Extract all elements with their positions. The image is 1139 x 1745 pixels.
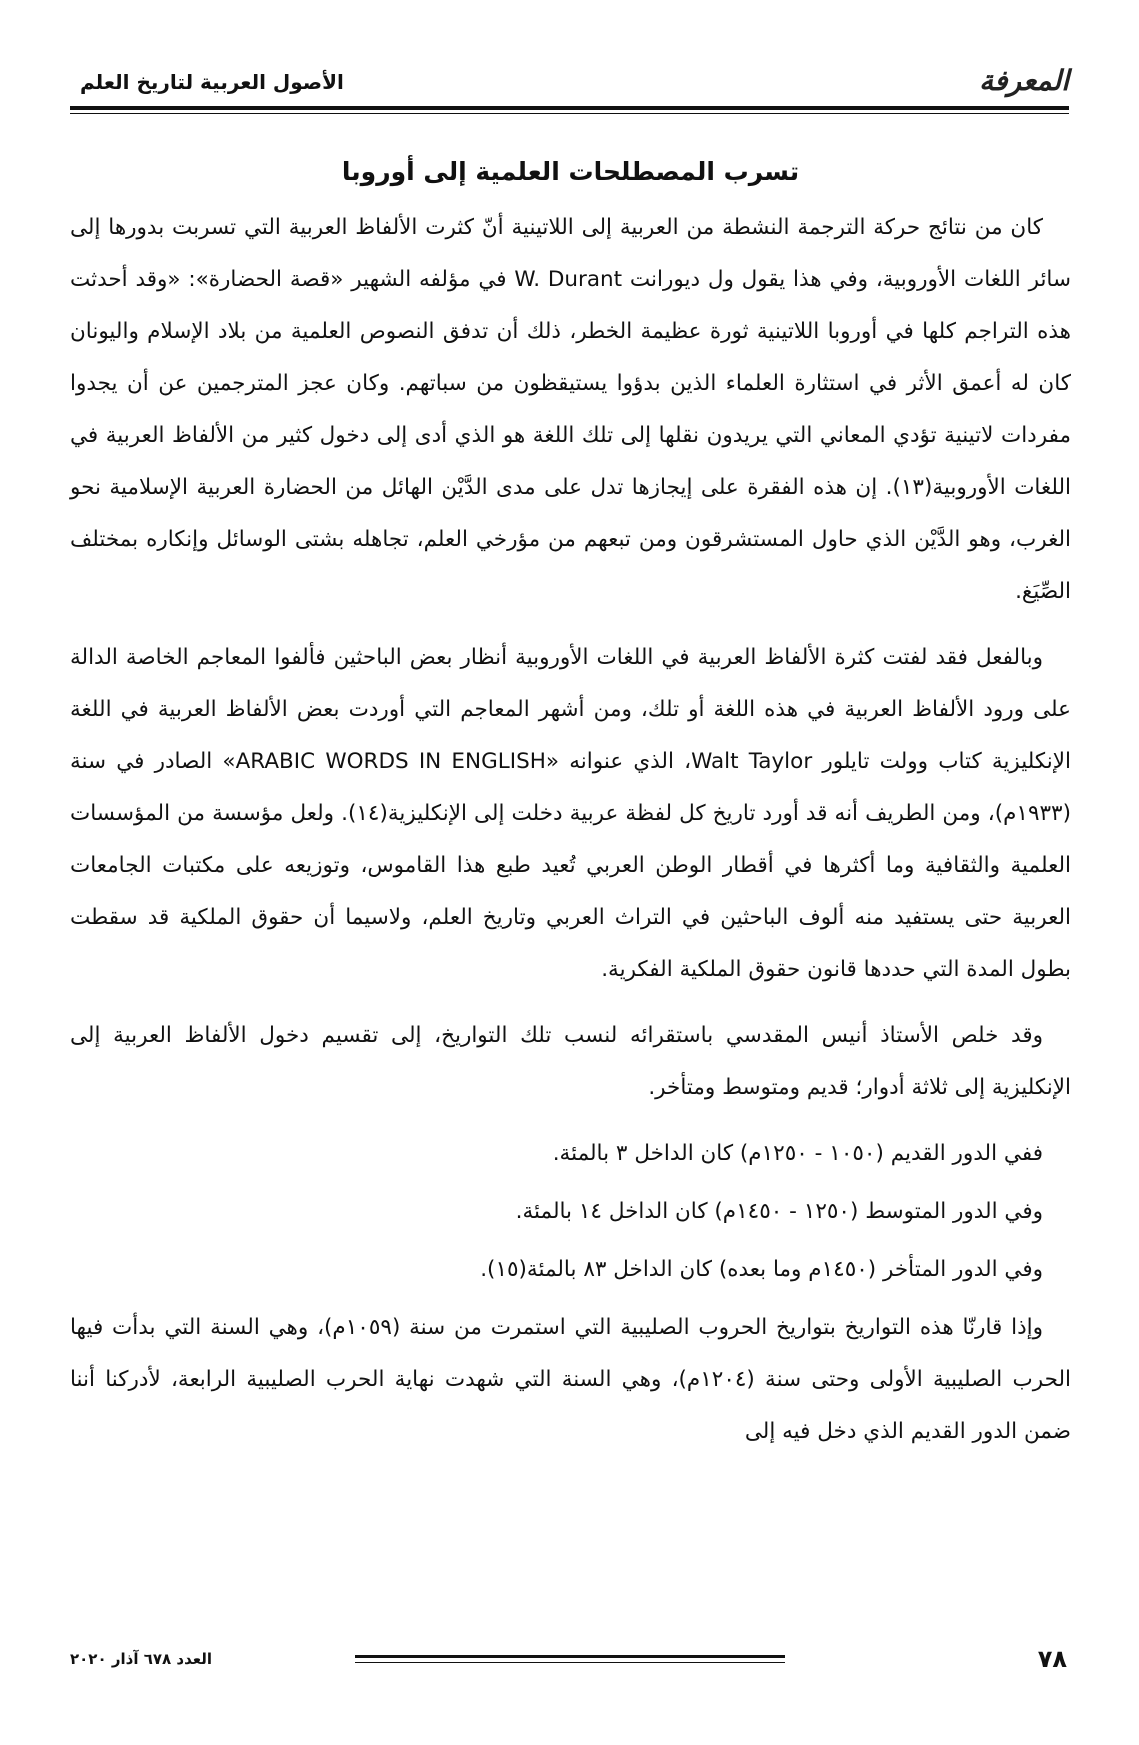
magazine-logo-area [979,64,1069,97]
page-header [70,60,1069,110]
page-number: ٧٨ [1037,1645,1067,1673]
footer-divider-thin [355,1662,785,1663]
paragraph-closing: وإذا قارنّا هذه التواريخ بتواريخ الحروب الصليبية التي استمرت من سنة (١٠٥٩م)، وهي السنة التي بدأت فيها الحرب الصليبية الأولى وحتى سنة (١٢٠٤م)، وهي السنة التي شهدت نهاية الحرب الصليبية الرابعة، لأدركنا أننا ضمن الدور القديم الذي دخل فيه إلى [70,1315,1071,1444]
paragraph-3: وقد خلص الأستاذ أنيس المقدسي باستقرائه لنسب تلك التواريخ، إلى تقسيم دخول الألفاظ العربية إلى الإنكليزية إلى ثلاثة أدوار؛ قديم ومتوسط ومتأخر. [70,1023,1071,1100]
running-title: الأصول العربية لتاريخ العلم [80,70,344,94]
paragraph-2: وبالفعل فقد لفتت كثرة الألفاظ العربية في اللغات الأوروبية أنظار بعض الباحثين فألفوا المعاجم الخاصة الدالة على ورود الألفاظ العربية في هذه اللغة أو تلك، ومن أشهر المعاجم التي أوردت بعض الألفاظ العربية في اللغة الإنكليزية كتاب وولت تايلور Walt Taylor، الذي عنوانه «ARABIC WORDS IN ENGLISH» الصادر في سنة (١٩٣٣م)، ومن الطريف أنه قد أورد تاريخ كل لفظة عربية دخلت إلى الإنكليزية(١٤). ولعل مؤسسة من المؤسسات العلمية والثقافية وما أكثرها في أقطار الوطن العربي تُعيد طبع هذا القاموس، وتوزيعه على مكتبات الجامعات العربية حتى يستفيد منه ألوف الباحثين في التراث العربي وتاريخ العلم، ولاسيما أن حقوق الملكية قد سقطت بطول المدة التي حددها قانون حقوق الملكية الفكرية. [70,645,1071,982]
period-early: ففي الدور القديم (١٠٥٠ - ١٢٥٠م) كان الداخل ٣ بالمئة. [552,1141,1043,1166]
article-body [70,150,1071,1472]
magazine-logo: المعرفة [979,64,1069,97]
paragraph-1: كان من نتائج حركة الترجمة النشطة من العربية إلى اللاتينية أنّ كثرت الألفاظ العربية التي تسربت بدورها إلى سائر اللغات الأوروبية، وفي هذا يقول ول ديورانت W. Durant في مؤلفه الشهير «قصة الحضارة»: «وقد أحدثت هذه التراجم كلها في أوروبا اللاتينية ثورة عظيمة الخطر، ذلك أن تدفق النصوص العلمية من بلاد الإسلام واليونان كان له أعمق الأثر في استثارة العلماء الذين بدؤوا يستيقظون من سباتهم. وكان عجز المترجمين عن أن يجدوا مفردات لاتينية تؤدي المعاني التي يريدون نقلها إلى تلك اللغة هو الذي أدى إلى دخول كثير من الألفاظ العربية في اللغات الأوروبية(١٣). إن هذه الفقرة على إيجازها تدل على مدى الدَّيْن الهائل من الحضارة العربية الإسلامية نحو الغرب، وهو الدَّيْن الذي حاول المستشرقون ومن تبعهم من مؤرخي العلم، تجاهله بشتى الوسائل وإنكاره بمختلف الصِّيَغ. [70,215,1071,604]
section-title: تسرب المصطلحات العلمية إلى أوروبا [341,157,800,186]
header-divider-thin [70,113,1069,114]
period-late: وفي الدور المتأخر (١٤٥٠م وما بعده) كان الداخل ٨٣ بالمئة(١٥). [480,1257,1043,1282]
footer-divider-thick [355,1655,785,1658]
header-divider-thick [70,106,1069,110]
issue-info: العدد ٦٧٨ آذار ٢٠٢٠ [70,1650,212,1668]
period-middle: وفي الدور المتوسط (١٢٥٠ - ١٤٥٠م) كان الداخل ١٤ بالمئة. [515,1199,1043,1224]
